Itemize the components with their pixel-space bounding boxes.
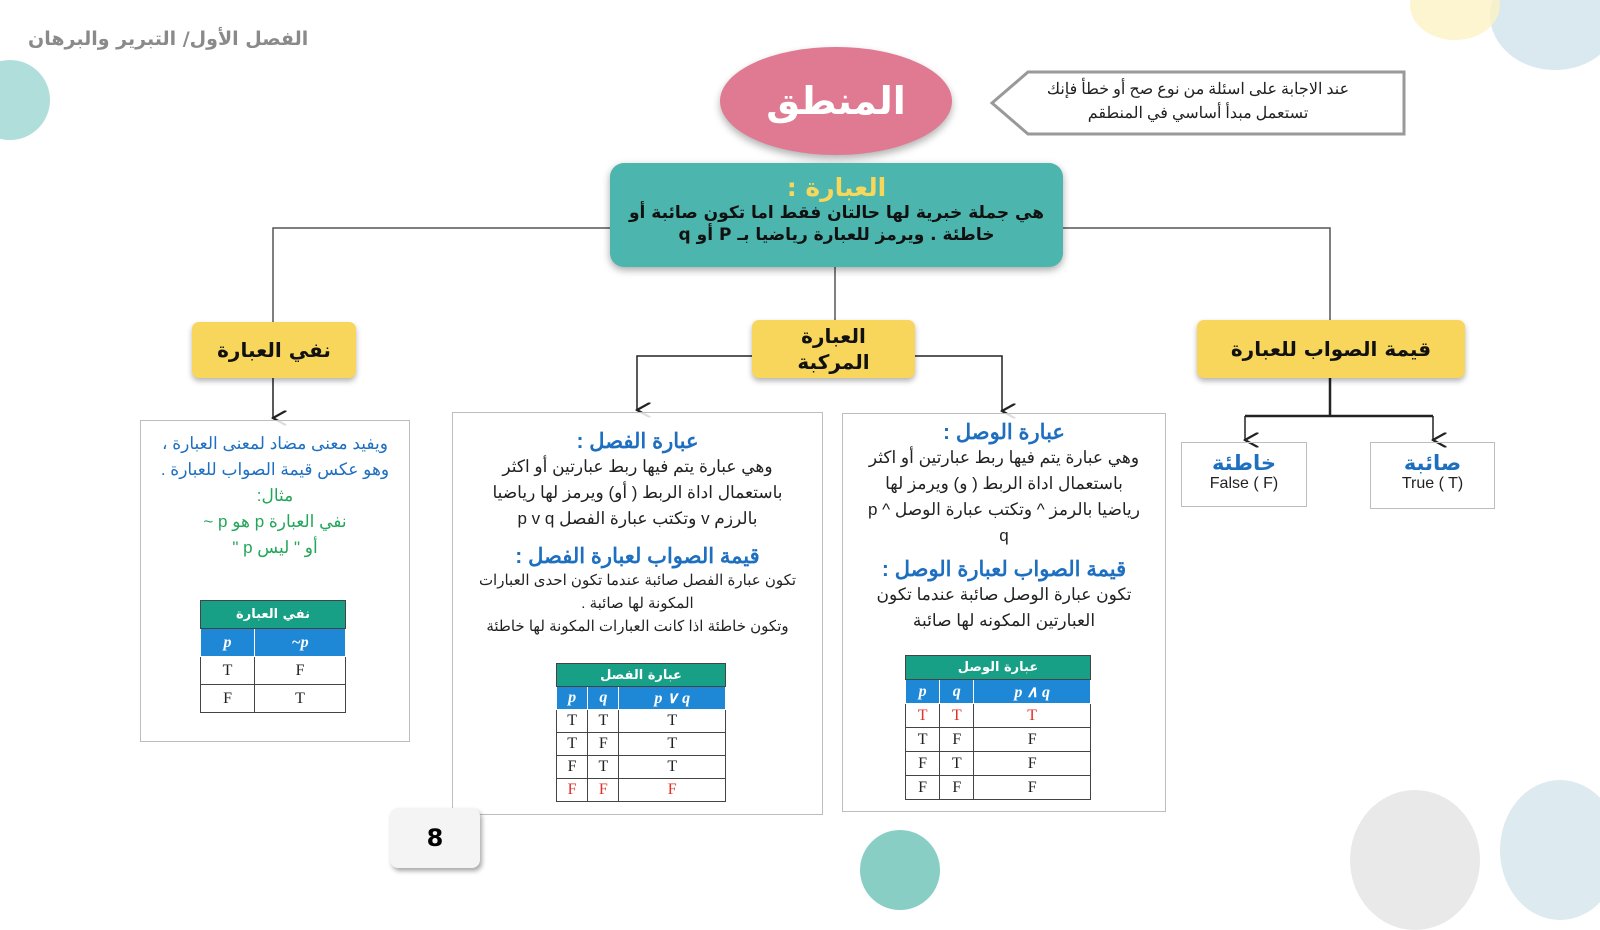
table-row <box>201 685 346 713</box>
table-cell: T <box>619 756 726 779</box>
chapter-title: الفصل الأول/ التبرير والبرهان <box>28 28 309 50</box>
table-cell: F <box>201 685 255 713</box>
table-cell: F <box>619 779 726 802</box>
table-cell: ~p <box>255 629 346 657</box>
table-header-row <box>557 687 726 710</box>
table-cell: T <box>906 728 940 752</box>
table-header-row <box>201 629 346 657</box>
table-cell: T <box>588 710 619 733</box>
true-value-box <box>1370 442 1495 509</box>
false-value-box <box>1181 442 1307 507</box>
disjunction-tv-text1: تكون عبارة الفصل صائبة عندما تكون احدى العبارات المكونة لها صائبة . <box>478 572 797 612</box>
conjunction-truth-table <box>905 655 1091 800</box>
table-cell: F <box>974 776 1091 800</box>
table-cell: F <box>974 752 1091 776</box>
table-row <box>906 728 1091 752</box>
table-row <box>906 776 1091 800</box>
table-cell: q <box>940 680 974 704</box>
table-row <box>906 704 1091 728</box>
table-cell: F <box>906 776 940 800</box>
conjunction-tv-text: تكون عبارة الوصل صائبة عندما تكون العبارتين المكونه لها صائبة <box>876 585 1132 630</box>
table-row <box>557 779 726 802</box>
table-cell: T <box>201 657 255 685</box>
table-header-row <box>906 680 1091 704</box>
table-row <box>557 733 726 756</box>
true-value: True ( T) <box>1401 475 1464 492</box>
table-cell: T <box>940 704 974 728</box>
true-label: صائبة <box>1403 451 1462 475</box>
branch-truth-value: قيمة الصواب للعبارة <box>1197 320 1465 378</box>
table-cell: T <box>557 733 588 756</box>
topic-title: المنطق <box>720 47 952 155</box>
table-cell: F <box>557 756 588 779</box>
table-cell: نفي العبارة <box>201 601 346 629</box>
table-row <box>557 756 726 779</box>
table-cell: F <box>940 776 974 800</box>
table-cell: T <box>940 752 974 776</box>
conjunction-text: وهي عبارة يتم فيها ربط عبارتين أو اكثر باستعمال اداة الربط ( و) ويرمز لها رياضيا بالرمز ^ وتكتب عبارة الوصل p ^ q <box>867 448 1140 545</box>
table-cell: q <box>588 687 619 710</box>
table-cell: F <box>974 728 1091 752</box>
table-cell: F <box>940 728 974 752</box>
table-caption <box>201 601 346 629</box>
table-caption <box>557 664 726 687</box>
table-cell: p ∨ q <box>619 687 726 710</box>
false-value: False ( F) <box>1209 475 1279 492</box>
definition-box <box>610 163 1063 267</box>
branch-compound: العبارة المركبة <box>752 320 915 378</box>
table-row <box>201 657 346 685</box>
table-cell: T <box>619 733 726 756</box>
table-cell: F <box>588 779 619 802</box>
negation-line2: وهو عكس قيمة الصواب للعبارة . <box>160 460 390 479</box>
example-line2: أو " ليس p " <box>232 538 318 557</box>
conjunction-title: عبارة الوصل : <box>943 421 1065 444</box>
table-cell: عبارة الوصل <box>906 656 1091 680</box>
table-cell: F <box>588 733 619 756</box>
table-cell: T <box>255 685 346 713</box>
table-cell: عبارة الفصل <box>557 664 726 687</box>
table-cell: F <box>557 779 588 802</box>
branch-negation: نفي العبارة <box>192 322 356 378</box>
disjunction-truth-table <box>556 663 726 802</box>
table-cell: T <box>906 704 940 728</box>
table-cell: T <box>557 710 588 733</box>
table-cell: p <box>557 687 588 710</box>
example-line1: نفي العبارة p هو p ~ <box>203 512 347 531</box>
page-number: 8 <box>390 808 480 868</box>
callout-text: عند الاجابة على اسئلة من نوع صح أو خطأ فإنك تستعمل مبدأ أساسي في المنطقم <box>1046 81 1350 122</box>
table-cell: F <box>255 657 346 685</box>
negation-truth-table <box>200 600 346 713</box>
disjunction-tv-text2: وتكون خاطئة اذا كانت العبارات المكونة لها خاطئة <box>486 618 789 635</box>
example-label: مثال: <box>256 486 294 505</box>
disjunction-text: وهي عبارة يتم فيها ربط عبارتين أو اكثر باستعمال اداة الربط ( أو) ويرمز لها رياضيا بالرزم v وتكتب عبارة الفصل p v q <box>492 457 783 528</box>
table-caption <box>906 656 1091 680</box>
table-cell: T <box>588 756 619 779</box>
table-row <box>906 752 1091 776</box>
disjunction-tv-title: قيمة الصواب لعبارة الفصل : <box>515 545 760 568</box>
table-cell: F <box>906 752 940 776</box>
table-cell: p <box>906 680 940 704</box>
definition-body: هي جملة خبرية لها حالتان فقط اما تكون صائبة أو خاطئة . ويرمز للعبارة رياضيا بـ P أو q <box>628 203 1045 245</box>
table-cell: p ∧ q <box>974 680 1091 704</box>
disjunction-title: عبارة الفصل : <box>576 430 699 453</box>
table-cell: T <box>619 710 726 733</box>
callout-note <box>990 70 1406 136</box>
false-label: خاطئة <box>1211 451 1277 475</box>
table-cell: p <box>201 629 255 657</box>
table-row <box>557 710 726 733</box>
conjunction-tv-title: قيمة الصواب لعبارة الوصل : <box>881 558 1127 581</box>
negation-line1: ويفيد معنى مضاد لمعنى العبارة ، <box>162 434 388 453</box>
table-cell: T <box>974 704 1091 728</box>
definition-title: العبارة : <box>786 173 887 202</box>
